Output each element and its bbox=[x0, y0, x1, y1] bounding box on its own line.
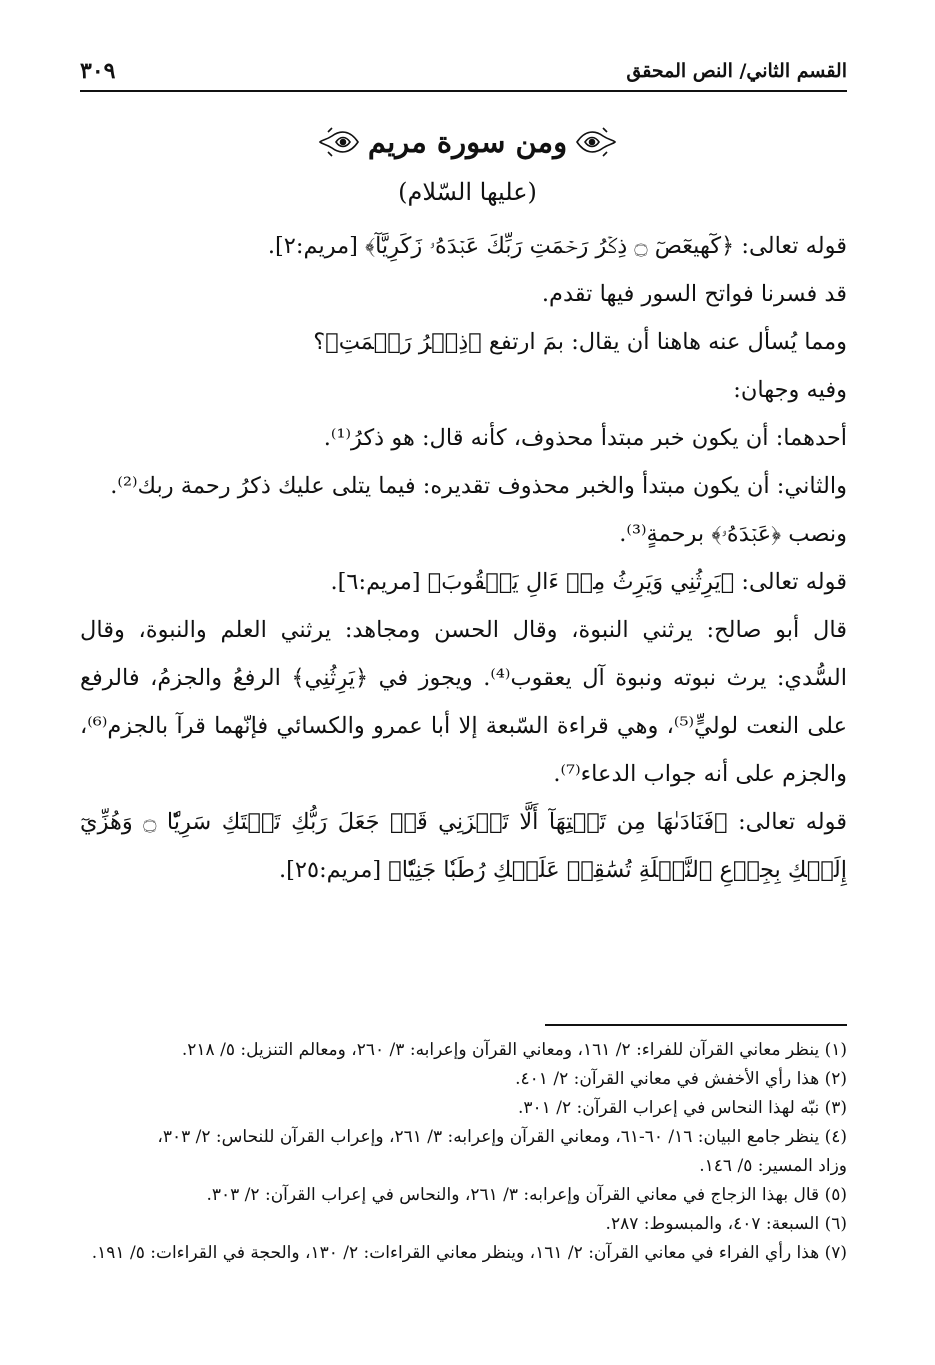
paragraph: والثاني: أن يكون مبتدأ والخبر محذوف تقديره: فيما يتلى عليك ذكرُ رحمة ربك⁽²⁾. bbox=[110, 473, 847, 499]
surah-title: ومن سورة مريم bbox=[367, 125, 568, 159]
paragraph: قد فسرنا فواتح السور فيها تقدم. bbox=[541, 281, 847, 307]
footnote: (٥) قال بهذا الزجاج في معاني القرآن وإعرابه: ٣/ ٢٦١، والنحاس في إعراب القرآن: ٢/ ٣٠٣. bbox=[206, 1185, 847, 1205]
footnote: (٣) نبّه لهذا النحاس في إعراب القرآن: ٢/ ٣٠١. bbox=[518, 1098, 847, 1118]
footnote-continuation: وزاد المسير: ٥/ ١٤٦. bbox=[699, 1156, 847, 1176]
footnote: (٦) السبعة: ٤٠٧، والمبسوط: ٢٨٧. bbox=[605, 1214, 847, 1234]
paragraph: أحدهما: أن يكون خبر مبتدأ محذوف، كأنه قال: هو ذكرُ⁽¹⁾. bbox=[323, 425, 847, 451]
footnote: (١) ينظر معاني القرآن للفراء: ٢/ ١٦١، ومعاني القرآن وإعرابه: ٣/ ٢٦٠، ومعالم التنزيل: ٥/ ٢١٨. bbox=[181, 1040, 847, 1060]
footnotes bbox=[80, 1036, 847, 1268]
surah-subtitle: (عليها السّلام) bbox=[398, 178, 537, 206]
paragraph: قوله تعالى: ﴿فَنَادَىٰهَا مِن تَحۡتِهَآ أَلَّا تَحۡزَنِي قَدۡ جَعَلَ رَبُّكِ تَحۡتَكِ سَرِيّٗا ۝ وَهُزِّيٓ إِلَيۡكِ بِجِذۡعِ ٱلنَّخۡلَةِ تُسَٰقِطۡ عَلَيۡكِ رُطَبٗا جَنِيّٗا﴾ [مريم:٢٥]. bbox=[80, 809, 847, 883]
paragraph: ونصب ﴿عَبۡدَهُۥ﴾ برحمةٍ⁽³⁾. bbox=[619, 521, 847, 547]
header-title: القسم الثاني/ النص المحقق bbox=[626, 60, 847, 82]
paragraph: وفيه وجهان: bbox=[733, 377, 847, 403]
running-header bbox=[80, 52, 847, 92]
footnote: (٤) ينظر جامع البيان: ١٦/ ٦٠-٦١، ومعاني القرآن وإعرابه: ٣/ ٢٦١، وإعراب القرآن للنحاس: ٢/ ٣٠٣، bbox=[157, 1127, 847, 1147]
arabesque-ornament-icon bbox=[573, 122, 617, 162]
main-text bbox=[80, 222, 847, 894]
footnote-rule bbox=[545, 1024, 847, 1026]
footnote: (٢) هذا رأي الأخفش في معاني القرآن: ٢/ ٤٠١. bbox=[515, 1069, 847, 1089]
paragraph: قوله تعالى: ﴿يَرِثُنِي وَيَرِثُ مِنۡ ءَالِ يَعۡقُوبَ﴾ [مريم:٦]. bbox=[330, 569, 847, 595]
paragraph: ومما يُسأل عنه هاهنا أن يقال: بمَ ارتفع ﴿ذِكۡرُ رَحۡمَتِ﴾؟ bbox=[313, 329, 847, 355]
surah-heading bbox=[0, 122, 935, 166]
header-rule bbox=[80, 90, 847, 92]
paragraph: قوله تعالى: ﴿كٓهيعٓصٓ ۝ ذِكۡرُ رَحۡمَتِ رَبِّكَ عَبۡدَهُۥ زَكَرِيَّآ﴾ [مريم:٢]. bbox=[267, 233, 847, 259]
arabesque-ornament-icon bbox=[318, 122, 362, 162]
page-number: ٣٠٩ bbox=[80, 58, 116, 84]
paragraph: قال أبو صالح: يرثني النبوة، وقال الحسن ومجاهد: يرثني العلم والنبوة، وقال السُّدي: يرث نبوته ونبوة آل يعقوب⁽⁴⁾. ويجوز في ﴿يَرِثُنِي﴾ الرفعُ والجزمُ، فالرفع على النعت لوليٍّ⁽⁵⁾، وهي قراءة السّبعة إلا أبا عمرو والكسائي فإنّهما قرآ بالجزم⁽⁶⁾، والجزم على أنه جواب الدعاء⁽⁷⁾. bbox=[80, 617, 848, 787]
footnote: (٧) هذا رأي الفراء في معاني القرآن: ٢/ ١٦١، وينظر معاني القراءات: ٢/ ١٣٠، والحجة في القراءات: ٥/ ١٩١. bbox=[91, 1243, 847, 1263]
